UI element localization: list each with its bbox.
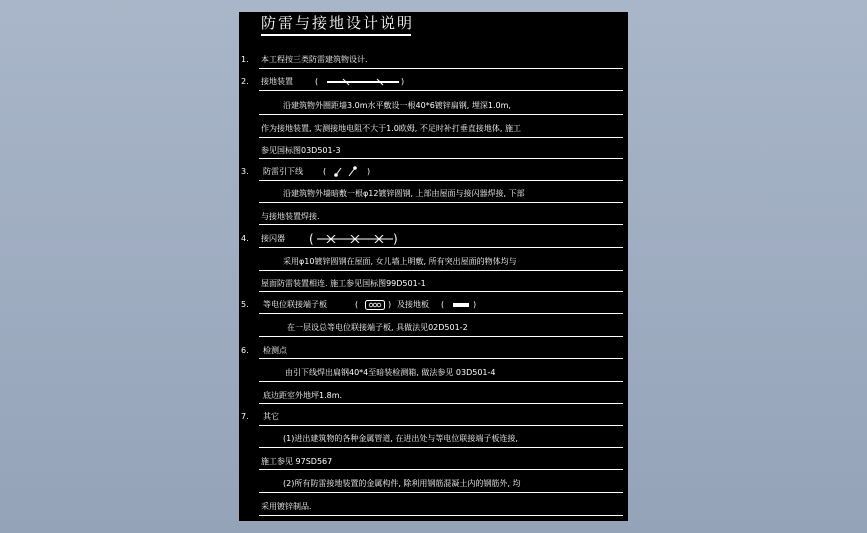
divider	[259, 447, 623, 448]
item-text: 等电位联接端子板	[263, 300, 327, 309]
paragraph-text: 采用φ10镀锌圆钢在屋面, 女儿墙上明敷, 所有突出屋面的物体均与	[283, 257, 517, 266]
divider	[259, 381, 623, 382]
divider	[259, 68, 623, 69]
divider	[259, 137, 623, 138]
divider	[259, 114, 623, 115]
paragraph-text: 沿建筑物外墙暗敷一根φ12镀锌圆钢, 上部由屋面与接闪器焊接, 下部	[283, 189, 525, 198]
divider	[259, 90, 623, 91]
divider	[259, 515, 623, 516]
paragraph-text: 作为接地装置, 实测接地电阻不大于1.0欧姆, 不足时补打垂直接地体, 施工	[261, 124, 521, 133]
divider	[259, 358, 623, 359]
item-text: 接闪器	[261, 234, 285, 243]
item-number: 4.	[241, 234, 249, 243]
divider	[259, 425, 623, 426]
paragraph-text: 屋面防雷装置相连. 施工参见国标图99D501-1	[261, 279, 426, 288]
item-number: 2.	[241, 77, 249, 86]
item-text: 检测点	[263, 346, 287, 355]
item-text: 本工程按三类防雷建筑物设计.	[261, 55, 368, 64]
open-paren: (	[355, 300, 359, 309]
terminal-board-symbol-icon	[365, 300, 385, 310]
item-number: 1.	[241, 55, 249, 64]
paragraph-text: (2)所有防雷接地装置的金属构件, 除利用钢筋混凝土内的钢筋外, 均	[283, 479, 521, 488]
divider	[259, 224, 623, 225]
close-paren: )	[473, 300, 477, 309]
page-title: 防雷与接地设计说明	[261, 14, 415, 32]
down-conductor-symbol-icon	[333, 165, 363, 177]
paragraph-text: 沿建筑物外圈距墙3.0m水平敷设一根40*6镀锌扁钢, 埋深1.0m,	[283, 101, 511, 110]
divider	[259, 158, 623, 159]
item-text: 其它	[263, 412, 279, 421]
document-sheet	[239, 12, 628, 521]
close-paren: )	[393, 232, 398, 246]
item-number: 5.	[241, 300, 249, 309]
ground-plate-symbol-icon	[451, 302, 471, 308]
divider	[259, 180, 623, 181]
divider	[259, 403, 623, 404]
divider	[259, 336, 623, 337]
close-paren: )	[401, 77, 405, 86]
paragraph-text: 采用镀锌制品.	[261, 502, 312, 511]
item-number: 6.	[241, 346, 249, 355]
divider	[259, 492, 623, 493]
open-paren: (	[315, 77, 319, 86]
close-paren: )	[367, 167, 371, 176]
paragraph-text: (1)进出建筑物的各种金属管道, 在进出处与等电位联接端子板连接,	[283, 434, 518, 443]
item-number: 3.	[241, 167, 249, 176]
divider	[259, 313, 623, 314]
divider	[259, 202, 623, 203]
item-text-2: 及接地板	[397, 300, 429, 309]
item-text: 防雷引下线	[263, 167, 303, 176]
close-paren: )	[388, 300, 392, 309]
paragraph-text: 底边距室外地坪1.8m.	[263, 391, 343, 400]
divider	[259, 291, 623, 292]
item-number: 7.	[241, 412, 249, 421]
divider	[259, 469, 623, 470]
open-paren: (	[441, 300, 445, 309]
ground-conductor-symbol-icon	[327, 78, 399, 86]
air-terminal-symbol-icon	[317, 235, 393, 243]
title-underline	[261, 34, 411, 36]
paragraph-text: 在一层设总等电位联接端子板, 具做法见02D501-2	[287, 323, 468, 332]
divider	[259, 247, 623, 248]
open-paren: (	[309, 232, 314, 246]
paragraph-text: 与接地装置焊接.	[261, 212, 320, 221]
item-text: 接地装置	[261, 77, 293, 86]
open-paren: (	[323, 167, 327, 176]
paragraph-text: 参见国标图03D501-3	[261, 146, 341, 155]
paragraph-text: 由引下线焊出扁钢40*4至暗装检测箱, 做法参见 03D501-4	[285, 368, 496, 377]
paragraph-text: 施工参见 97SD567	[261, 457, 333, 466]
divider	[259, 270, 623, 271]
